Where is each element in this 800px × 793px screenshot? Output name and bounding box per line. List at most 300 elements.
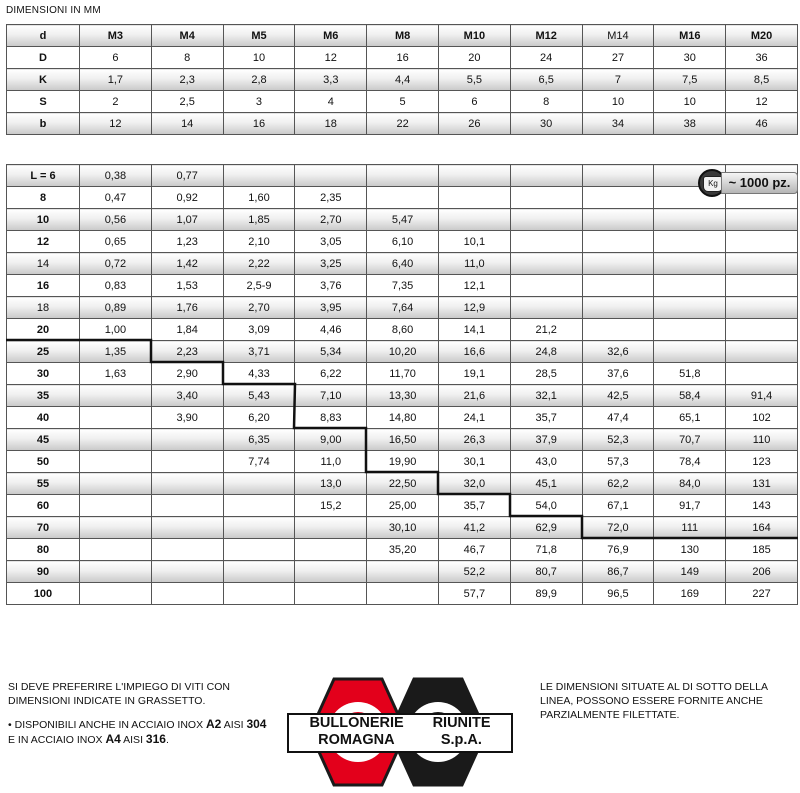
weight-value <box>80 495 152 517</box>
dimension-value: 36 <box>726 47 798 69</box>
weight-value: 5,34 <box>295 341 367 363</box>
stainless-note <box>8 717 273 747</box>
weight-value: 42,5 <box>582 385 654 407</box>
weight-value: 96,5 <box>582 583 654 605</box>
weight-value: 14,80 <box>367 407 439 429</box>
weight-value: 19,1 <box>438 363 510 385</box>
weight-value <box>654 319 726 341</box>
weights-table <box>6 164 798 605</box>
dimensions-table <box>6 24 798 135</box>
weight-row <box>7 495 798 517</box>
weight-value <box>726 363 798 385</box>
length-label: 30 <box>7 363 80 385</box>
weight-value <box>367 561 439 583</box>
weight-value: 32,0 <box>438 473 510 495</box>
weight-value: 1,60 <box>223 187 295 209</box>
dimension-value: 38 <box>654 113 726 135</box>
weight-value <box>726 341 798 363</box>
weight-value: 30,10 <box>367 517 439 539</box>
weight-value: 16,6 <box>438 341 510 363</box>
length-label: 8 <box>7 187 80 209</box>
dimensions-header-row <box>7 25 798 47</box>
weight-value: 1,53 <box>151 275 223 297</box>
dimension-value: 10 <box>582 91 654 113</box>
weight-value: 91,4 <box>726 385 798 407</box>
weight-value: 58,4 <box>654 385 726 407</box>
weight-value: 149 <box>654 561 726 583</box>
weight-value: 86,7 <box>582 561 654 583</box>
length-label: 70 <box>7 517 80 539</box>
weight-value: 5,47 <box>367 209 439 231</box>
weight-value <box>80 583 152 605</box>
weight-value <box>223 473 295 495</box>
weight-value: 3,95 <box>295 297 367 319</box>
weight-value <box>510 187 582 209</box>
dimension-value: 20 <box>438 47 510 69</box>
weight-value <box>654 297 726 319</box>
weight-value: 11,0 <box>295 451 367 473</box>
dimension-value: 6,5 <box>510 69 582 91</box>
weight-value: 1,00 <box>80 319 152 341</box>
weight-value: 91,7 <box>654 495 726 517</box>
weight-value: 65,1 <box>654 407 726 429</box>
weight-value: 46,7 <box>438 539 510 561</box>
dimension-row-b <box>7 113 798 135</box>
weight-value <box>726 209 798 231</box>
size-header-m20: M20 <box>726 25 798 47</box>
bullet-symbol: • <box>8 719 12 731</box>
weight-value: 131 <box>726 473 798 495</box>
dimension-value: 10 <box>654 91 726 113</box>
weight-row <box>7 385 798 407</box>
dimension-value: 6 <box>80 47 152 69</box>
weight-value <box>295 561 367 583</box>
weight-value: 10,20 <box>367 341 439 363</box>
units-caption: DIMENSIONI IN MM <box>6 5 101 16</box>
dimension-value: 34 <box>582 113 654 135</box>
length-label: 14 <box>7 253 80 275</box>
weight-value: 123 <box>726 451 798 473</box>
weight-value: 52,3 <box>582 429 654 451</box>
weight-value: 11,0 <box>438 253 510 275</box>
dimension-value: 30 <box>510 113 582 135</box>
dimension-value: 8,5 <box>726 69 798 91</box>
weight-value: 7,74 <box>223 451 295 473</box>
logo-word-bullonerie: BULLONERIE <box>309 715 404 731</box>
dimension-value: 3,3 <box>295 69 367 91</box>
length-label: 10 <box>7 209 80 231</box>
weight-row <box>7 517 798 539</box>
weight-value: 1,35 <box>80 341 152 363</box>
weight-value <box>438 165 510 187</box>
dimension-value: 5 <box>367 91 439 113</box>
dimension-value: 18 <box>295 113 367 135</box>
dimension-value: 26 <box>438 113 510 135</box>
weight-value <box>223 561 295 583</box>
size-header-m3: M3 <box>80 25 152 47</box>
aisi-label-1: AISI <box>223 719 244 731</box>
length-label: 12 <box>7 231 80 253</box>
weight-value: 1,84 <box>151 319 223 341</box>
weight-value <box>510 297 582 319</box>
weight-value <box>582 275 654 297</box>
logo-text-box <box>287 713 513 753</box>
weight-value: 13,0 <box>295 473 367 495</box>
length-label: 90 <box>7 561 80 583</box>
weight-row <box>7 253 798 275</box>
weight-value: 0,89 <box>80 297 152 319</box>
dimension-value: 4 <box>295 91 367 113</box>
weight-value <box>438 187 510 209</box>
weight-value <box>367 165 439 187</box>
weight-value <box>510 253 582 275</box>
logo-word-spa: S.p.A. <box>440 732 482 748</box>
weight-value: 16,50 <box>367 429 439 451</box>
weight-value: 6,20 <box>223 407 295 429</box>
weight-row <box>7 165 798 187</box>
dimension-value: 4,4 <box>367 69 439 91</box>
weight-value: 11,70 <box>367 363 439 385</box>
weight-value: 47,4 <box>582 407 654 429</box>
weight-value: 2,23 <box>151 341 223 363</box>
weight-value: 41,2 <box>438 517 510 539</box>
weight-value: 5,43 <box>223 385 295 407</box>
length-label: 60 <box>7 495 80 517</box>
length-label: 16 <box>7 275 80 297</box>
aisi-label-2: AISI <box>123 734 143 746</box>
weight-value: 1,85 <box>223 209 295 231</box>
threshold-note: LE DIMENSIONI SITUATE AL DI SOTTO DELLA LINEA, POSSONO ESSERE FORNITE ANCHE PARZIALMENTE FILETTATE. <box>540 681 768 721</box>
size-header-m8: M8 <box>367 25 439 47</box>
weight-value: 24,8 <box>510 341 582 363</box>
weight-value: 76,9 <box>582 539 654 561</box>
weight-value <box>726 297 798 319</box>
weight-value <box>510 209 582 231</box>
weight-value: 19,90 <box>367 451 439 473</box>
weight-row <box>7 583 798 605</box>
stainless-text-prefix: DISPONIBILI ANCHE IN ACCIAIO INOX <box>14 719 204 731</box>
length-label: 18 <box>7 297 80 319</box>
weight-value <box>654 275 726 297</box>
weight-value: 169 <box>654 583 726 605</box>
weight-value: 35,7 <box>438 495 510 517</box>
length-label: 45 <box>7 429 80 451</box>
weight-value: 13,30 <box>367 385 439 407</box>
weight-value: 2,70 <box>295 209 367 231</box>
weight-value: 0,65 <box>80 231 152 253</box>
dimension-label-s: S <box>7 91 80 113</box>
weight-value: 57,3 <box>582 451 654 473</box>
weight-value <box>151 451 223 473</box>
weight-value: 2,90 <box>151 363 223 385</box>
badge-label: ~ 1000 pz. <box>721 172 798 194</box>
weight-value <box>80 517 152 539</box>
weight-value <box>726 253 798 275</box>
weight-row <box>7 429 798 451</box>
weight-value: 52,2 <box>438 561 510 583</box>
weight-value: 67,1 <box>582 495 654 517</box>
weight-value: 62,2 <box>582 473 654 495</box>
weight-value <box>151 495 223 517</box>
weight-value <box>80 473 152 495</box>
weight-value: 1,76 <box>151 297 223 319</box>
weight-value: 45,1 <box>510 473 582 495</box>
weight-value <box>223 517 295 539</box>
size-header-m14: M14 <box>582 25 654 47</box>
length-label: 20 <box>7 319 80 341</box>
weight-value: 110 <box>726 429 798 451</box>
grade-a2: A2 <box>206 717 222 731</box>
dimension-value: 27 <box>582 47 654 69</box>
weight-value: 25,00 <box>367 495 439 517</box>
dimension-value: 16 <box>367 47 439 69</box>
weight-value <box>582 297 654 319</box>
weight-value: 21,6 <box>438 385 510 407</box>
weight-value: 89,9 <box>510 583 582 605</box>
length-label: 40 <box>7 407 80 429</box>
size-header-m5: M5 <box>223 25 295 47</box>
weight-value: 32,1 <box>510 385 582 407</box>
weight-value <box>295 583 367 605</box>
size-header-m4: M4 <box>151 25 223 47</box>
weight-value <box>726 231 798 253</box>
weight-value: 206 <box>726 561 798 583</box>
size-header-m6: M6 <box>295 25 367 47</box>
weight-value: 130 <box>654 539 726 561</box>
weight-value: 35,20 <box>367 539 439 561</box>
dimension-value: 12 <box>80 113 152 135</box>
dimension-value: 16 <box>223 113 295 135</box>
weight-value: 6,22 <box>295 363 367 385</box>
size-header-m16: M16 <box>654 25 726 47</box>
dimension-value: 30 <box>654 47 726 69</box>
weight-value: 8,83 <box>295 407 367 429</box>
weight-value <box>295 517 367 539</box>
weight-value <box>223 165 295 187</box>
weight-value: 227 <box>726 583 798 605</box>
weight-value: 0,77 <box>151 165 223 187</box>
dimension-value: 22 <box>367 113 439 135</box>
weight-value: 37,9 <box>510 429 582 451</box>
weight-row <box>7 187 798 209</box>
dimension-value: 2,8 <box>223 69 295 91</box>
length-label: 25 <box>7 341 80 363</box>
weight-row <box>7 539 798 561</box>
weight-value <box>151 473 223 495</box>
weight-value: 62,9 <box>510 517 582 539</box>
weight-value: 2,70 <box>223 297 295 319</box>
weight-value: 10,1 <box>438 231 510 253</box>
weight-value: 7,10 <box>295 385 367 407</box>
dimension-row-d <box>7 47 798 69</box>
dimension-label-d: D <box>7 47 80 69</box>
grade-316: 316 <box>145 732 166 746</box>
weight-value: 3,40 <box>151 385 223 407</box>
weight-value: 4,46 <box>295 319 367 341</box>
weight-value <box>151 517 223 539</box>
weight-row <box>7 363 798 385</box>
weight-value: 3,25 <box>295 253 367 275</box>
weight-value: 30,1 <box>438 451 510 473</box>
weight-value <box>654 341 726 363</box>
weight-value <box>726 319 798 341</box>
weight-value: 6,10 <box>367 231 439 253</box>
length-label: 100 <box>7 583 80 605</box>
logo-word-riunite: RIUNITE <box>432 715 491 731</box>
weight-value: 7,35 <box>367 275 439 297</box>
weight-value <box>151 539 223 561</box>
weight-per-1000-badge <box>698 169 798 199</box>
dimension-value: 2,5 <box>151 91 223 113</box>
weight-value: 26,3 <box>438 429 510 451</box>
dimension-value: 10 <box>223 47 295 69</box>
size-header-m10: M10 <box>438 25 510 47</box>
weight-value: 0,47 <box>80 187 152 209</box>
weight-value <box>151 561 223 583</box>
dimension-label-k: K <box>7 69 80 91</box>
weight-value: 4,33 <box>223 363 295 385</box>
weight-value: 3,71 <box>223 341 295 363</box>
weight-value: 37,6 <box>582 363 654 385</box>
weight-row <box>7 407 798 429</box>
weight-value <box>510 275 582 297</box>
stainless-text-mid: E IN ACCIAIO INOX <box>8 734 103 746</box>
weight-row <box>7 561 798 583</box>
weight-value <box>80 429 152 451</box>
weight-value: 2,22 <box>223 253 295 275</box>
weight-value <box>367 187 439 209</box>
weight-value: 15,2 <box>295 495 367 517</box>
weight-value: 78,4 <box>654 451 726 473</box>
weight-value: 8,60 <box>367 319 439 341</box>
kg-weight-icon: Kg <box>703 176 723 192</box>
weight-value: 2,10 <box>223 231 295 253</box>
dimension-value: 1,7 <box>80 69 152 91</box>
weight-value: 32,6 <box>582 341 654 363</box>
weight-value <box>582 187 654 209</box>
weight-value: 3,76 <box>295 275 367 297</box>
dimension-value: 6 <box>438 91 510 113</box>
weight-row <box>7 297 798 319</box>
weight-value: 43,0 <box>510 451 582 473</box>
dimension-row-s <box>7 91 798 113</box>
weight-value <box>582 231 654 253</box>
weight-value: 6,35 <box>223 429 295 451</box>
weight-value <box>367 583 439 605</box>
weight-value: 84,0 <box>654 473 726 495</box>
weight-value: 0,38 <box>80 165 152 187</box>
dimension-value: 8 <box>151 47 223 69</box>
weight-value: 71,8 <box>510 539 582 561</box>
weight-value: 72,0 <box>582 517 654 539</box>
dimension-value: 3 <box>223 91 295 113</box>
weight-value: 35,7 <box>510 407 582 429</box>
dimension-row-k <box>7 69 798 91</box>
weight-value: 6,40 <box>367 253 439 275</box>
weight-value: 0,92 <box>151 187 223 209</box>
weight-row <box>7 275 798 297</box>
weight-value <box>151 429 223 451</box>
weight-value <box>223 583 295 605</box>
weight-value: 2,5-9 <box>223 275 295 297</box>
dimension-value: 7,5 <box>654 69 726 91</box>
weight-value: 0,56 <box>80 209 152 231</box>
dimension-value: 8 <box>510 91 582 113</box>
preferred-note: SI DEVE PREFERIRE L'IMPIEGO DI VITI CON DIMENSIONI INDICATE IN GRASSETTO. <box>8 681 230 707</box>
weight-value <box>80 451 152 473</box>
logo-word-romagna: ROMAGNA <box>318 732 395 748</box>
weight-value: 3,09 <box>223 319 295 341</box>
length-label: 35 <box>7 385 80 407</box>
weight-value: 28,5 <box>510 363 582 385</box>
weight-value <box>80 561 152 583</box>
weight-value: 24,1 <box>438 407 510 429</box>
dimension-value: 12 <box>726 91 798 113</box>
weight-value: 102 <box>726 407 798 429</box>
weight-value: 51,8 <box>654 363 726 385</box>
dimension-value: 14 <box>151 113 223 135</box>
weight-value: 57,7 <box>438 583 510 605</box>
dimension-label-b: b <box>7 113 80 135</box>
weight-value: 14,1 <box>438 319 510 341</box>
weight-value <box>223 539 295 561</box>
dimension-value: 24 <box>510 47 582 69</box>
dimension-value: 12 <box>295 47 367 69</box>
weight-value <box>295 165 367 187</box>
dimension-value: 46 <box>726 113 798 135</box>
weight-value <box>223 495 295 517</box>
length-label: L = 6 <box>7 165 80 187</box>
length-label: 50 <box>7 451 80 473</box>
weight-value: 3,90 <box>151 407 223 429</box>
weight-value <box>510 165 582 187</box>
weight-value: 54,0 <box>510 495 582 517</box>
weight-value: 22,50 <box>367 473 439 495</box>
weight-value: 80,7 <box>510 561 582 583</box>
dimension-value: 5,5 <box>438 69 510 91</box>
length-label: 55 <box>7 473 80 495</box>
weight-value: 70,7 <box>654 429 726 451</box>
weight-value: 9,00 <box>295 429 367 451</box>
length-label: 80 <box>7 539 80 561</box>
dimension-value: 2 <box>80 91 152 113</box>
weight-value: 12,1 <box>438 275 510 297</box>
dimension-value: 7 <box>582 69 654 91</box>
weight-value: 164 <box>726 517 798 539</box>
weight-value: 21,2 <box>510 319 582 341</box>
weight-value <box>80 385 152 407</box>
weight-value: 7,64 <box>367 297 439 319</box>
weight-value <box>582 165 654 187</box>
weight-value <box>582 319 654 341</box>
weight-value <box>582 209 654 231</box>
weight-value: 143 <box>726 495 798 517</box>
weight-value: 2,35 <box>295 187 367 209</box>
weight-value <box>151 583 223 605</box>
weight-value <box>80 539 152 561</box>
weight-value <box>582 253 654 275</box>
weight-value: 0,72 <box>80 253 152 275</box>
company-logo <box>282 676 514 788</box>
weight-row <box>7 451 798 473</box>
weight-value <box>726 275 798 297</box>
dimension-value: 2,3 <box>151 69 223 91</box>
size-header-m12: M12 <box>510 25 582 47</box>
weight-value: 12,9 <box>438 297 510 319</box>
weight-value <box>80 407 152 429</box>
weight-value: 1,23 <box>151 231 223 253</box>
weight-row <box>7 319 798 341</box>
